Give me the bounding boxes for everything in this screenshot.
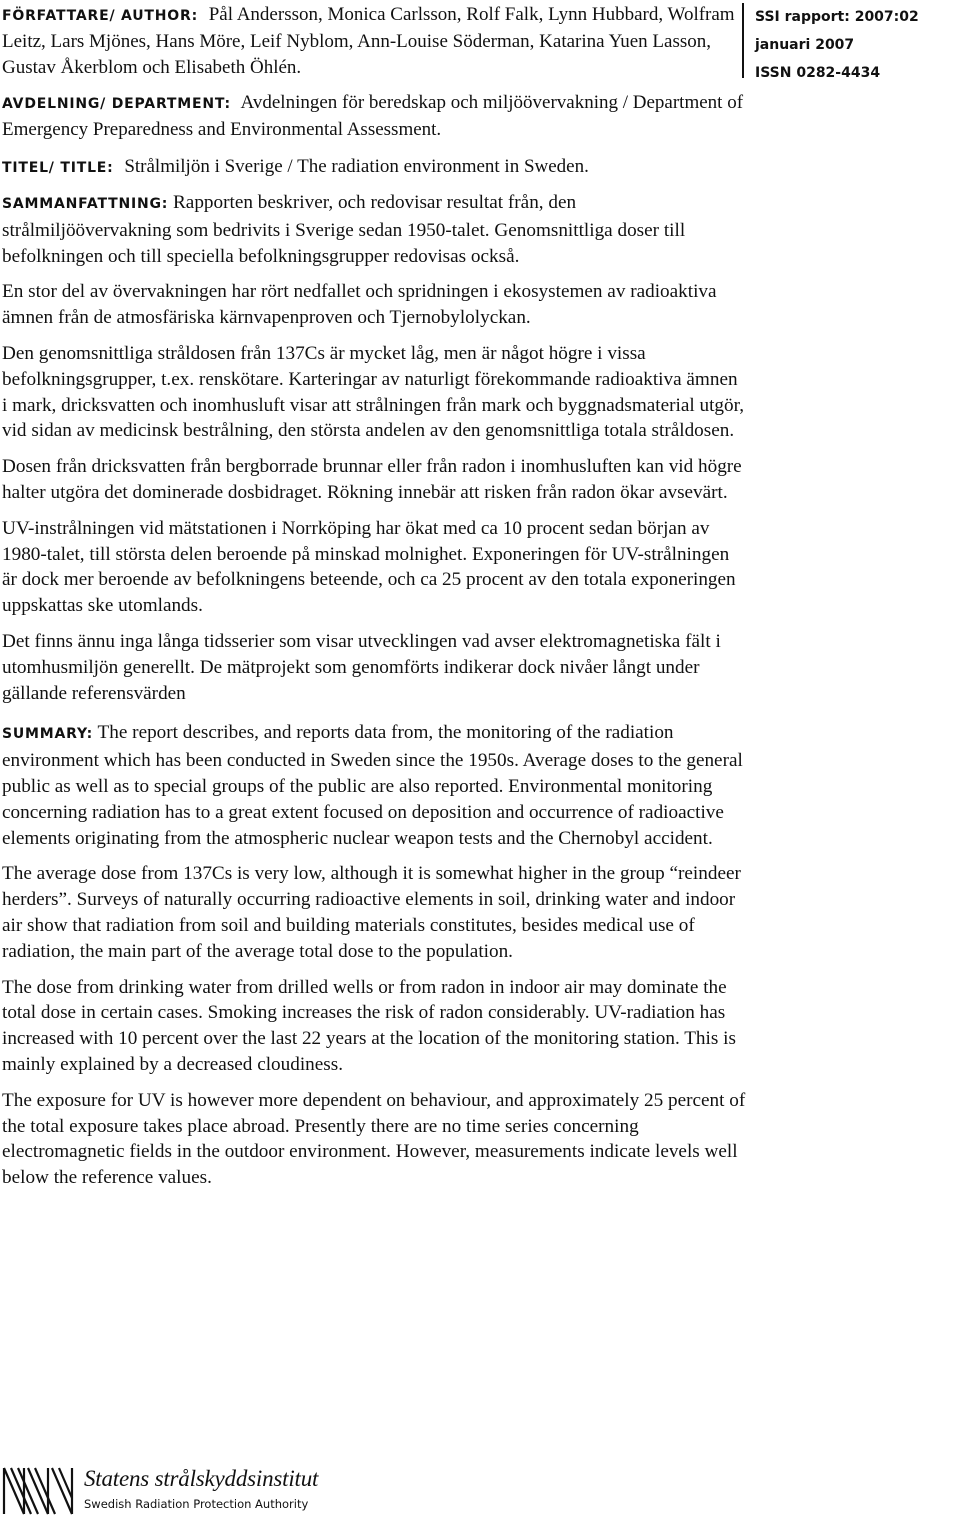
ssi-logo xyxy=(2,1462,322,1518)
summary-text-1: The report describes, and reports data from, the monitoring of the radiation environment which has been conducted in Sweden since the 1950s. Average doses to the general public as well as to special groups of the public are also reported. Environmental monitoring concerning radiation has to a great extent focused on deposition and occurrence of radioactive elements originating from the atmospheric nuclear weapon tests and the Chernobyl accident. xyxy=(2,722,743,849)
sammanfattning-paragraph-5: UV-instrålningen vid mätstationen i Norrköping har ökat med ca 10 procent sedan början av 1980-talet, till största delen beroende på minskad molnighet. Exponeringen för UV-strålningen är dock mer beroende av befolkningens beteende, och ca 25 procent av den totala exponeringen uppskattas ske utomlands. xyxy=(2,517,736,617)
author-value: Pål Andersson, Monica Carlsson, Rolf Falk, Lynn Hubbard, Wolfram Leitz, Lars Mjönes, Hans Möre, Leif Nyblom, Ann-Louise Söderman, Katarina Yuen Lasson, Gustav Åkerblom och Elisabeth Öhlén. xyxy=(2,4,735,78)
department-label: AVDELNING/ DEPARTMENT: xyxy=(2,96,231,112)
summary-paragraph-1 xyxy=(2,720,747,851)
sammanfattning-paragraph-6: Det finns ännu inga långa tidsserier som visar utvecklingen vad avser elektromagnetiska fält i utomhusmiljön generellt. De mätprojekt som genomförts indikerar dock nivåer långt under gällande referensvärden xyxy=(2,630,721,704)
org-name: Statens strålskyddsinstitut xyxy=(84,1466,319,1491)
summary-label: SUMMARY: xyxy=(2,726,94,743)
department-value: Avdelningen för beredskap och miljöövervakning / Department of Emergency Preparedness and Environmental Assessment. xyxy=(2,92,744,140)
report-issn: ISSN 0282-4434 xyxy=(755,65,881,81)
summary-paragraph-3: The dose from drinking water from drilled wells or from radon in indoor air may dominate the total dose in certain cases. Smoking increases the risk of radon considerably. UV-radiation has increased with 10 percent over the last 22 years at the location of the monitoring station. This is mainly explained by a decreased cloudiness. xyxy=(2,976,736,1075)
org-name-en: Swedish Radiation Protection Authority xyxy=(84,1497,309,1511)
ssi-logo-icon xyxy=(2,1466,74,1516)
sammanfattning-paragraph-4: Dosen från dricksvatten från bergborrade brunnar eller från radon i inomhusluften kan vid högre halter utgöra det dominerade dosbidraget. Rökning innebär att risken från radon ökar avsevärt. xyxy=(2,456,742,503)
report-date: januari 2007 xyxy=(755,37,855,53)
report-meta xyxy=(755,3,925,87)
sammanfattning-text-1: Rapporten beskriver, och redovisar resultat från, den strålmiljöövervakning som bedrivits i Sverige sedan 1950-talet. Genomsnittliga doser till befolkningen och till speciella befolkningsgrupper redovisas också. xyxy=(2,192,686,267)
report-id: SSI rapport: 2007:02 xyxy=(755,9,919,25)
title-label: TITEL/ TITLE: xyxy=(2,160,114,176)
sammanfattning-label: SAMMANFATTNING: xyxy=(2,196,169,212)
department-field xyxy=(2,90,762,143)
sammanfattning-paragraph-2: En stor del av övervakningen har rört nedfallet och spridningen i ekosystemen av radioaktiva ämnen från de atmosfäriska kärnvapenproven och Tjernobylolyckan. xyxy=(2,281,717,329)
title-field xyxy=(2,154,762,181)
abstract-body xyxy=(2,190,747,1201)
author-label: FÖRFATTARE/ AUTHOR: xyxy=(2,8,198,24)
sammanfattning-paragraph-1 xyxy=(2,190,747,269)
summary-paragraph-2: The average dose from 137Cs is very low, although it is somewhat higher in the group “reindeer herders”. Surveys of naturally occurring radioactive elements in soil, drinking water and indoor air show that radiation from soil and building materials constitutes, besides medical use of radiation, the main part of the average total dose to the population. xyxy=(2,863,741,962)
sammanfattning-paragraph-3: Den genomsnittliga stråldosen från 137Cs är mycket låg, men är något högre i vissa befolkningsgrupper, t.ex. renskötare. Karteringar av naturligt förekommande radioaktiva ämnen i mark, dricksvatten och inomhusluft visar att strålningen från mark och byggnadsmaterial utgör, vid sidan av medicinsk bestrålning, den största andelen av den genomsnittliga totala stråldosen. xyxy=(2,342,745,442)
summary-paragraph-4: The exposure for UV is however more dependent on behaviour, and approximately 25 percent of the total exposure takes place abroad. Presently there are no time series concerning electromagnetic fields in the outdoor environment. However, measurements indicate levels well below the reference values. xyxy=(2,1089,746,1189)
title-value: Strålmiljön i Sverige / The radiation environment in Sweden. xyxy=(124,156,589,177)
author-field xyxy=(2,2,762,81)
